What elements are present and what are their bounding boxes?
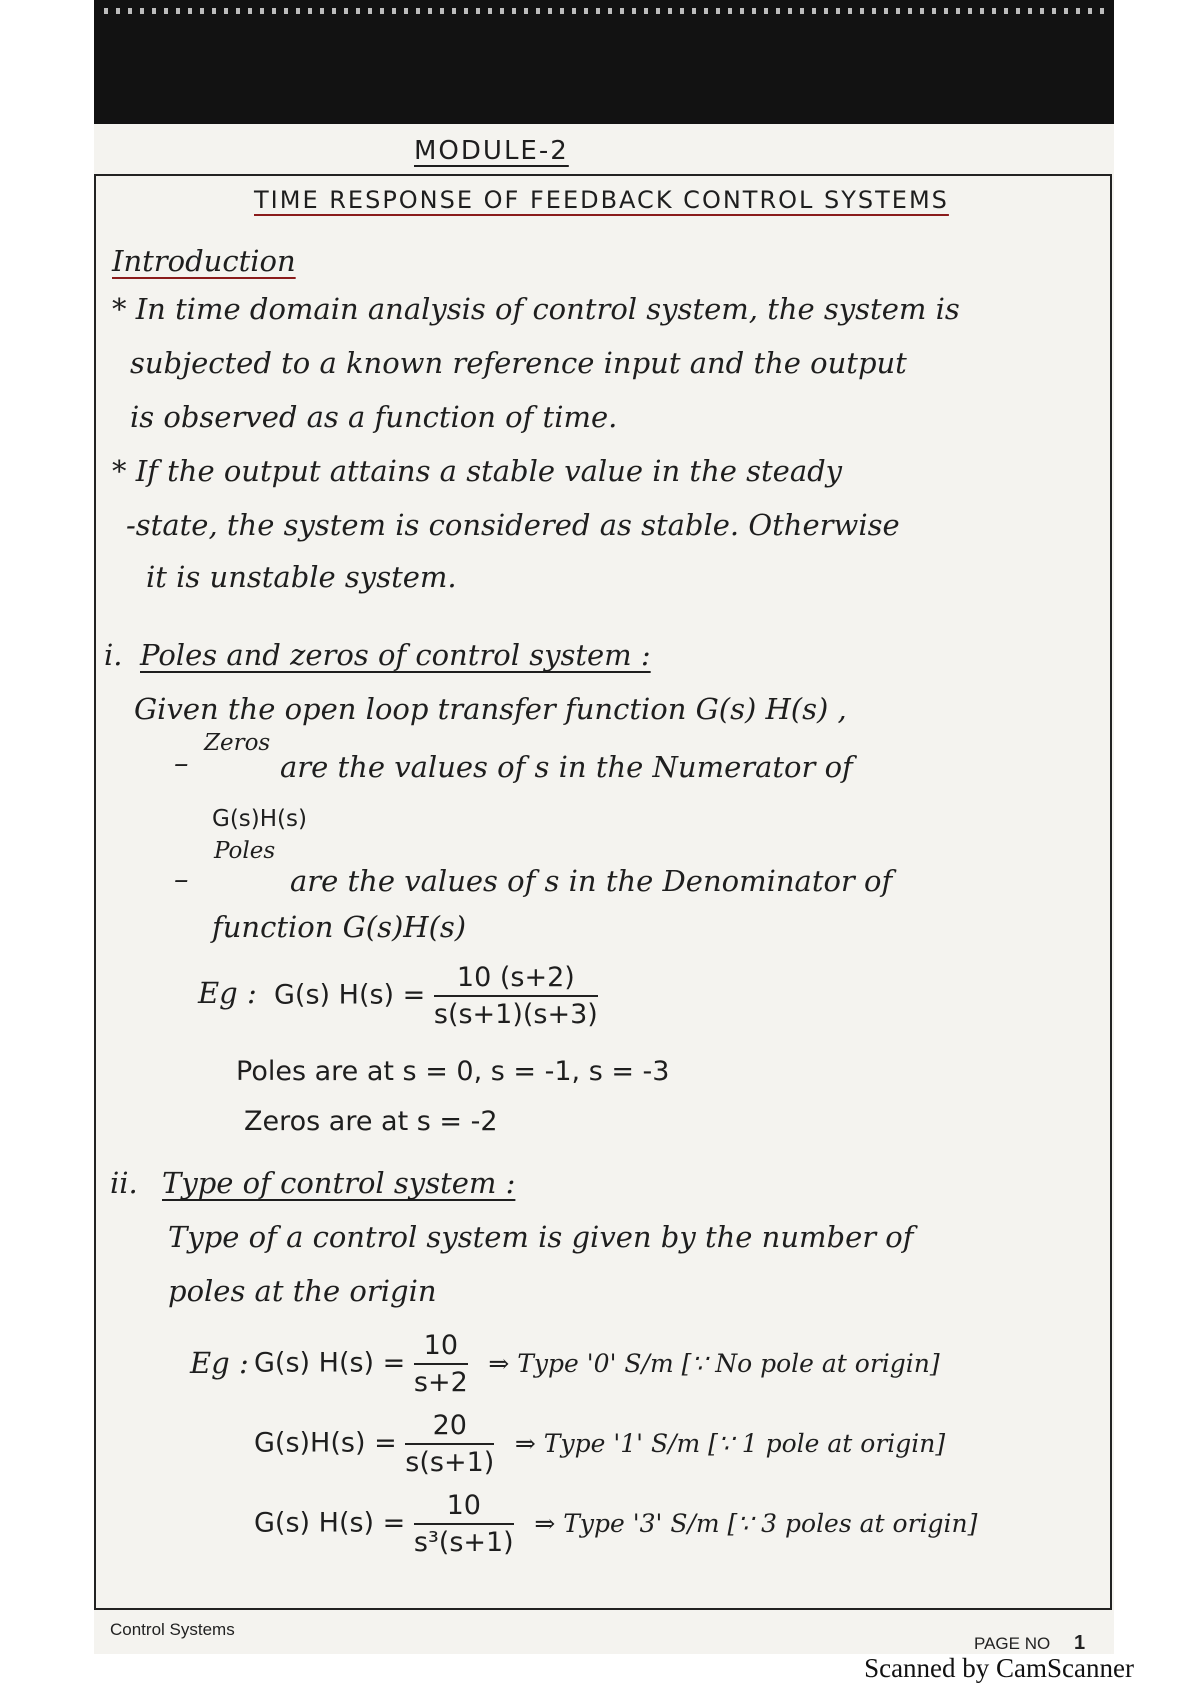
section-heading-type: Type of control system : — [162, 1166, 516, 1200]
type-example — [254, 1490, 977, 1558]
fraction-numerator: 20 — [405, 1410, 494, 1445]
fraction-denominator: s³(s+1) — [413, 1527, 514, 1558]
type-result: ⇒ Type '0' S/m [∵ No pole at origin] — [488, 1348, 940, 1378]
zeros-result: Zeros are at s = -2 — [244, 1106, 498, 1137]
zeros-label: Zeros — [204, 730, 271, 756]
bullet-dash: – — [174, 862, 189, 896]
equation-fraction — [414, 1490, 514, 1558]
section-number: ii. — [110, 1166, 138, 1200]
given-line: Given the open loop transfer function G(s) H(s) , — [134, 692, 847, 726]
equation-lhs: G(s) H(s) = — [254, 1507, 406, 1539]
footer-course: Control Systems — [110, 1620, 235, 1639]
equation-fraction — [434, 962, 598, 1030]
intro-line: subjected to a known reference input and the output — [130, 346, 907, 380]
chapter-title: TIME RESPONSE OF FEEDBACK CONTROL SYSTEMS — [254, 186, 949, 214]
notebook-page — [94, 124, 1114, 1654]
zeros-function: G(s)H(s) — [212, 806, 307, 832]
fraction-numerator: 10 — [414, 1330, 468, 1365]
intro-line: -state, the system is considered as stable. Otherwise — [126, 508, 900, 542]
equation-fraction — [414, 1330, 468, 1398]
type-definition: poles at the origin — [168, 1274, 437, 1308]
poles-result: Poles are at s = 0, s = -1, s = -3 — [236, 1056, 670, 1087]
section-number: i. — [104, 638, 123, 672]
intro-line: it is unstable system. — [146, 560, 457, 594]
equation-lhs: G(s) H(s) = — [254, 1347, 406, 1379]
footer-page-label: PAGE NO — [974, 1634, 1051, 1653]
type-result: ⇒ Type '1' S/m [∵ 1 pole at origin] — [514, 1428, 946, 1458]
type-definition: Type of a control system is given by the number of — [168, 1220, 914, 1254]
intro-line: is observed as a function of time. — [130, 400, 618, 434]
equation-lhs: G(s)H(s) = — [254, 1427, 397, 1459]
example-label: Eg : — [198, 976, 257, 1010]
type-result: ⇒ Type '3' S/m [∵ 3 poles at origin] — [534, 1508, 978, 1538]
perforation-dots — [104, 8, 1104, 14]
fraction-numerator: 10 (s+2) — [434, 962, 598, 997]
fraction-denominator: s(s+1) — [405, 1447, 495, 1478]
intro-heading: Introduction — [112, 244, 296, 278]
equation-lhs: G(s) H(s) = — [274, 979, 426, 1011]
scanner-watermark: Scanned by CamScanner — [864, 1653, 1134, 1683]
bullet-dash: – — [174, 746, 189, 780]
poles-text: are the values of s in the Denominator of — [290, 864, 893, 898]
footer-page-number: 1 — [1074, 1632, 1086, 1654]
scanner-top-band — [94, 0, 1114, 124]
type-example — [254, 1330, 940, 1398]
example-equation — [274, 962, 598, 1030]
equation-fraction — [405, 1410, 494, 1478]
poles-function: function G(s)H(s) — [212, 910, 467, 944]
fraction-denominator: s+2 — [413, 1367, 468, 1398]
intro-line: * In time domain analysis of control system, the system is — [112, 292, 960, 326]
module-title: MODULE-2 — [414, 136, 569, 166]
fraction-denominator: s(s+1)(s+3) — [433, 999, 598, 1030]
example-label: Eg : — [190, 1346, 249, 1380]
type-example — [254, 1410, 945, 1478]
zeros-text: are the values of s in the Numerator of — [280, 750, 853, 784]
poles-label: Poles — [214, 838, 276, 864]
intro-line: * If the output attains a stable value in the steady — [112, 454, 843, 488]
section-heading-poles-zeros: Poles and zeros of control system : — [140, 638, 651, 672]
fraction-numerator: 10 — [414, 1490, 514, 1525]
